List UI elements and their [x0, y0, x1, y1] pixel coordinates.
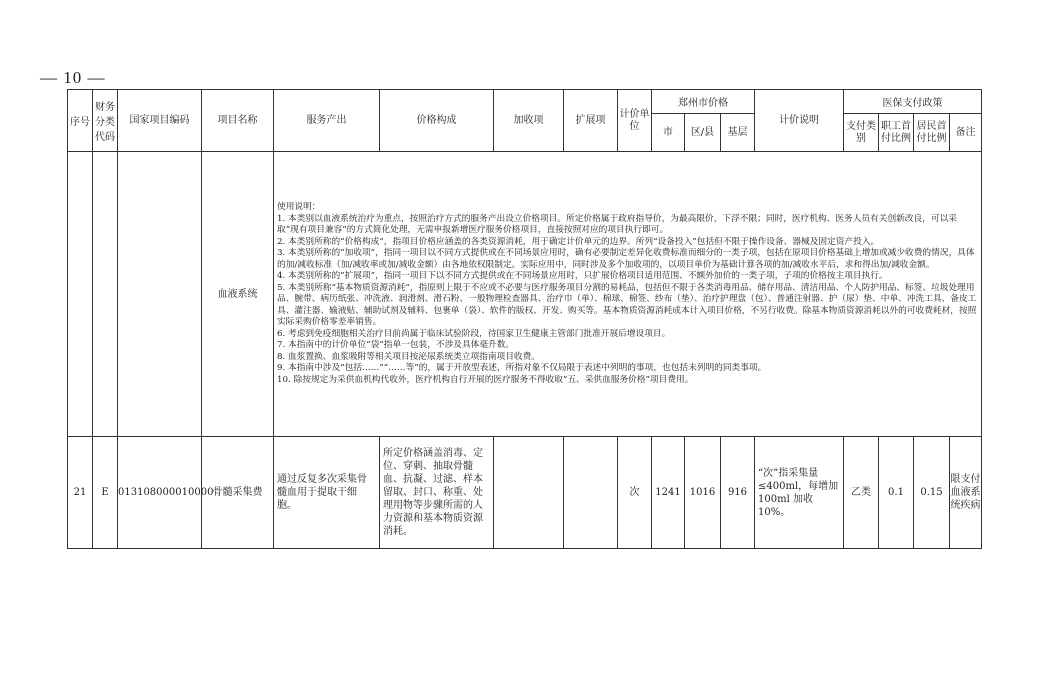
header-seq: 序号 [68, 90, 93, 152]
row-service-output: 通过反复多次采集骨髓血用于提取干细胞。 [274, 437, 380, 549]
row-pricing-note: “次”指采集量≤400ml，每增加100ml 加收 10%。 [755, 437, 844, 549]
table-row [68, 437, 982, 549]
note-item: 8. 血浆置换、血浆吸附等相关项目按泌尿系统类立项指南项目收费。 [277, 351, 540, 362]
header-add-item: 加收项 [494, 90, 564, 152]
row-unit: 次 [618, 437, 652, 549]
note-item: 2. 本类别所称的“价格构成”，指项目价格应涵盖的各类资源消耗，用于确定计价单元的边界。所列“设备投入”包括但不限于操作设备、器械及固定资产投入。 [277, 236, 880, 247]
header-row-1 [68, 90, 982, 114]
note-item: 7. 本指南中的计价单位“袋”指单一包装，不涉及具体毫升数。 [277, 340, 515, 350]
header-expand-item: 扩展项 [564, 90, 618, 152]
note-item: 3. 本类别所称的“加收项”，指同一项目以不同方式提供或在不同场景应用时，确有必要制定差异化收费标准而细分的一类子项，包括在原项目价格基础上增加或减少收费的情况，具体的加/减收标准（加/减收率或加/减收金额）由各地依权限制定。实际应用中，同时涉及多个加收项的，以项目单价为基础计算各项的加/减收水平后，求和得出加/减收金额。 [277, 248, 975, 270]
header-grassroots: 基层 [721, 114, 755, 152]
row-resident-ratio: 0.15 [914, 437, 950, 549]
header-county: 区/县 [685, 114, 721, 152]
note-item: 5. 本类别所称“基本物质资源消耗”，指原则上限于不应或不必要与医疗服务项目分割的易耗品，包括但不限于各类消毒用品、储存用品、清洁用品、个人防护用品、标签、垃圾处理用品、腕带、病历纸张、冲洗液、润滑剂、滑石粉、一般物理检查器具、治疗巾（单）、棉球、棉签、纱布（垫）、治疗护理盘（包）、普通注射器、护（尿）垫、中单、冲洗工具、备皮工具、灌注器、输液贴、辅助试剂及辅料、包裹单（袋）、软件的版权、开发、购买等。基本物质资源消耗成本计入项目价格，不另行收费。除基本物质资源消耗以外的可收费耗材，按照实际采购价格零差率销售。 [277, 282, 977, 327]
header-resident-ratio: 居民首付比例 [914, 114, 950, 152]
note-item: 4. 本类别所称的“扩展项”，指同一项目下以不同方式提供或在不同场景应用时，只扩展价格项目适用范围、不额外加价的一类子项，子项的价格按主项目执行。 [277, 271, 888, 281]
header-zhengzhou-price: 郑州市价格 [652, 90, 755, 114]
header-pay-category: 支付类别 [844, 114, 879, 152]
row-county-price: 1016 [685, 437, 721, 549]
header-insurance-policy: 医保支付政策 [844, 90, 982, 114]
row-item-name: 骨髓采集费 [202, 437, 274, 549]
section-name: 血液系统 [202, 152, 274, 437]
row-price-composition: 所定价格涵盖消毒、定位、穿刺、抽取骨髓血、抗凝、过滤、样本留取、封口、称重、处理用物等步骤所需的人力资源和基本物质资源消耗。 [380, 437, 494, 549]
note-item: 6. 考虑到免疫细胞相关治疗目前尚属于临床试验阶段，待国家卫生健康主管部门批准开展后增设项目。 [277, 328, 671, 339]
header-remark: 备注 [950, 114, 982, 152]
note-item: 1. 本类别以血液系统治疗为重点，按照治疗方式的服务产出设立价格项目。所定价格属于政府指导价，为最高限价，下浮不限；同时，医疗机构、医务人员有关创新改良，可以采取“现有项目兼容”的方式简化处理，无需申报新增医疗服务价格项目，直接按照对应的项目执行即可。 [277, 213, 957, 235]
note-item: 9. 本指南中涉及“包括……”“……等”的，属于开放型表述，所指对象不仅局限于表述中列明的事项，也包括未列明的同类事项。 [277, 363, 767, 373]
page-number: — 10 — [40, 68, 106, 87]
section-notes-row [68, 152, 982, 437]
notes-empty-seq [68, 152, 93, 437]
note-item: 10. 除按规定为采供血机构代收外，医疗机构自行开展的医疗服务不得收取“五、采供血服务价格”项目费用。 [277, 374, 694, 385]
usage-notes [274, 152, 982, 437]
notes-empty-code [118, 152, 202, 437]
notes-empty-finance [93, 152, 118, 437]
row-grassroots-price: 916 [721, 437, 755, 549]
row-city-price: 1241 [652, 437, 685, 549]
header-price-composition: 价格构成 [380, 90, 494, 152]
header-national-code: 国家项目编码 [118, 90, 202, 152]
row-expand-item [564, 437, 618, 549]
row-seq: 21 [68, 437, 93, 549]
row-add-item [494, 437, 564, 549]
header-item-name: 项目名称 [202, 90, 274, 152]
row-finance-code: E [93, 437, 118, 549]
row-national-code: 013108000010000 [118, 437, 202, 549]
header-unit: 计价单位 [618, 90, 652, 152]
row-remark: 限支付血液系统疾病 [950, 437, 982, 549]
row-pay-category: 乙类 [844, 437, 879, 549]
header-employee-ratio: 职工首付比例 [879, 114, 914, 152]
header-service-output: 服务产出 [274, 90, 380, 152]
header-city: 市 [652, 114, 685, 152]
notes-title: 使用说明： [277, 202, 321, 212]
price-table [67, 89, 982, 549]
row-employee-ratio: 0.1 [879, 437, 914, 549]
header-pricing-note: 计价说明 [755, 90, 844, 152]
header-finance-code: 财务分类代码 [93, 90, 118, 152]
